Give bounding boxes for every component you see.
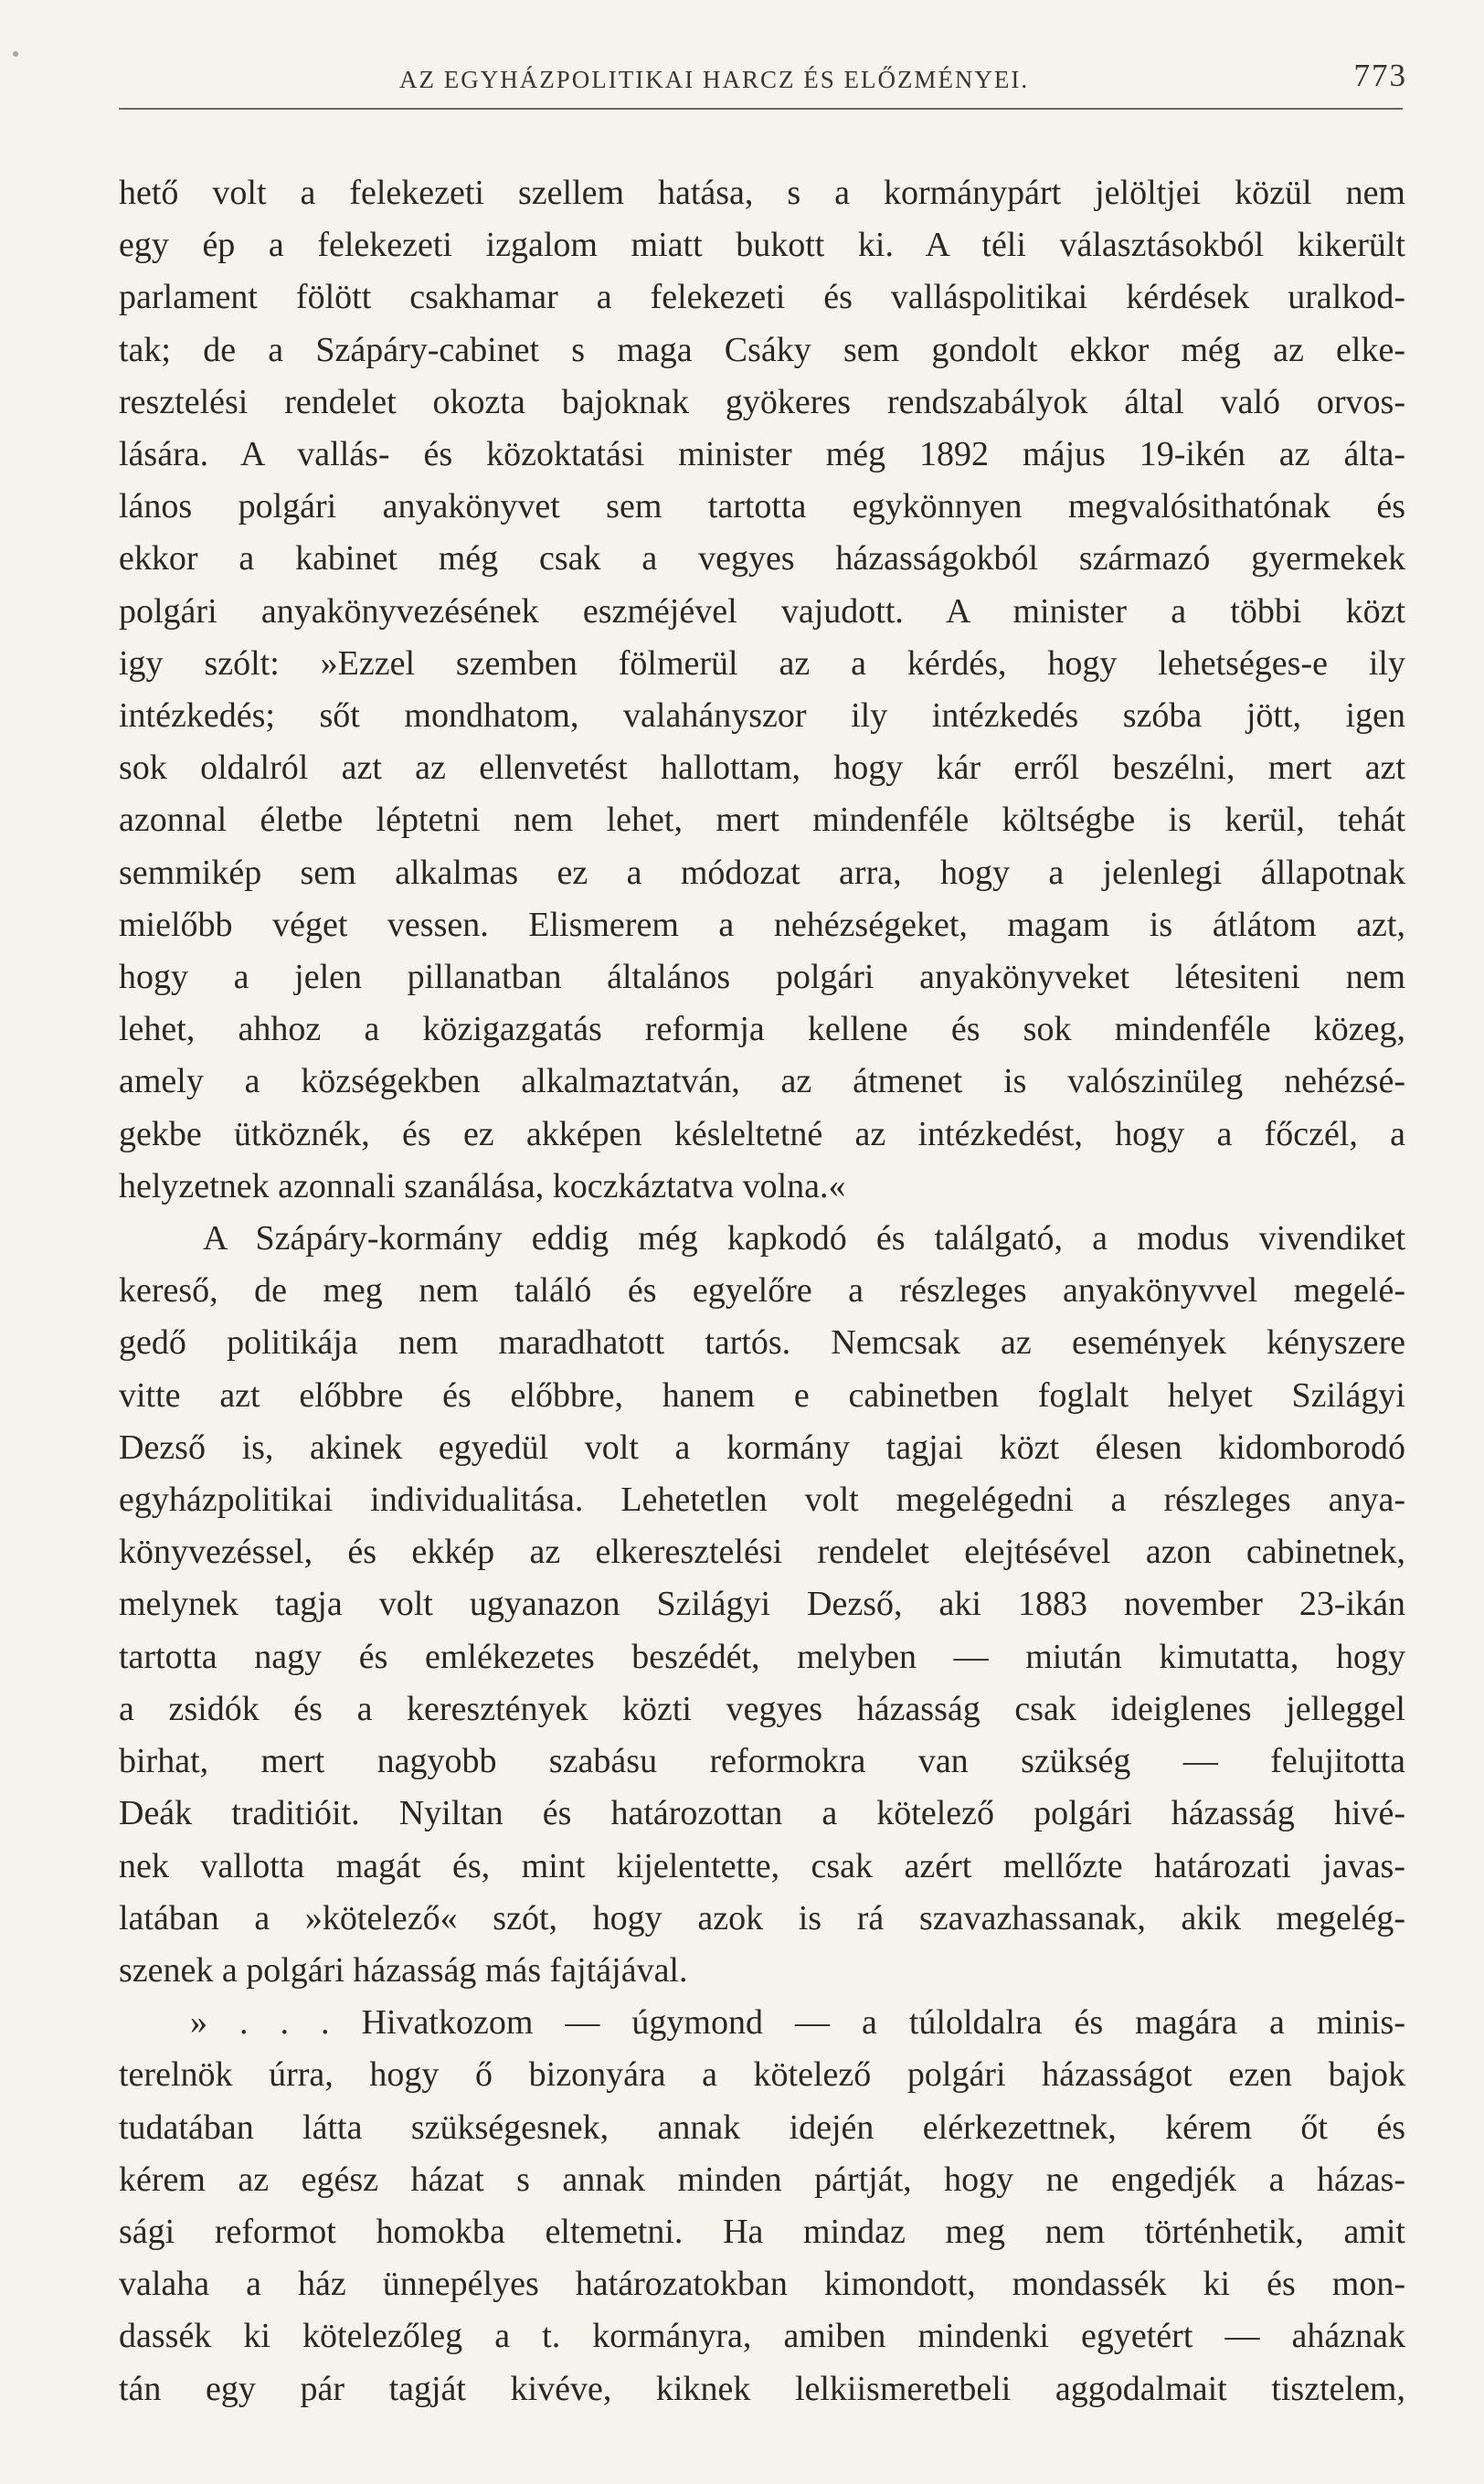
text-line: kereső, de meg nem találó és egyelőre a részleges anyakönyvvel megelé-	[119, 1271, 1405, 1311]
text-line: latában a »kötelező« szót, hogy azok is rá szavazhassanak, akik megelég-	[119, 1898, 1405, 1937]
text-line: a zsidók és a keresztények közti vegyes házasság csak ideiglenes jelleggel	[119, 1689, 1405, 1728]
text-line: sok oldalról azt az ellenvetést hallottam, hogy kár erről beszélni, mert azt	[119, 748, 1405, 788]
text-line: hető volt a felekezeti szellem hatása, s a kormánypárt jelöltjei közül nem	[119, 174, 1405, 212]
text-line: kérem az egész házat s annak minden pártját, hogy ne engedjék a házas-	[119, 2160, 1405, 2199]
text-line: tán egy pár tagját kivéve, kiknek lelkiismeretbeli aggodalmait tisztelem,	[119, 2369, 1405, 2408]
header-rule	[119, 108, 1403, 110]
scan-speck	[13, 51, 18, 57]
text-line: tartotta nagy és emlékezetes beszédét, melyben — miután kimutatta, hogy	[119, 1637, 1405, 1676]
text-line: parlament fölött csakhamar a felekezeti és valláspolitikai kérdések uralkod-	[119, 278, 1405, 317]
text-line: Dezső is, akinek egyedül volt a kormány tagjai közt élesen kidomborodó	[119, 1428, 1405, 1467]
text-line: hogy a jelen pillanatban általános polgári anyakönyveket létesiteni nem	[119, 958, 1405, 997]
page-number: 773	[1353, 58, 1407, 93]
text-line: helyzetnek azonnali szanálása, koczkáztatva volna.«	[119, 1166, 846, 1205]
text-line: terelnök úrra, hogy ő bizonyára a kötelező polgári házasságot ezen bajok	[119, 2055, 1405, 2095]
text-line: intézkedés; sőt mondhatom, valahányszor ily intézkedés szóba jött, igen	[119, 696, 1405, 736]
text-line: dassék ki kötelezőleg a t. kormányra, amiben mindenki egyetért — aháznak	[119, 2317, 1405, 2356]
text-line: könyvezéssel, és ekkép az elkeresztelési rendelet elejtésével azon cabinetnek,	[119, 1533, 1405, 1572]
text-line: tudatában látta szükségesnek, annak idején elérkezettnek, kérem őt és	[119, 2107, 1405, 2147]
text-line: gekbe ütköznék, és ez akképen késleltetné az intézkedést, hogy a főczél, a	[119, 1114, 1405, 1153]
text-line: A Szápáry-kormány eddig még kapkodó és találgató, a modus vivendiket	[203, 1219, 1405, 1258]
text-line: nek vallotta magát és, mint kijelentette, csak azért mellőzte határozati javas-	[119, 1846, 1405, 1885]
text-line: szenek a polgári házasság más fajtájával.	[119, 1950, 688, 1990]
text-line: sági reformot homokba eltemetni. Ha mindaz meg nem történhetik, amit	[119, 2212, 1405, 2251]
running-title: AZ EGYHÁZPOLITIKAI HARCZ ÉS ELŐZMÉNYEI.	[399, 66, 1030, 93]
text-line: polgári anyakönyvezésének eszméjével vajudott. A minister a többi közt	[119, 591, 1405, 631]
text-line: Deák traditióit. Nyiltan és határozottan a kötelező polgári házasság hivé-	[119, 1794, 1405, 1833]
text-line: tak; de a Szápáry-cabinet s maga Csáky sem gondolt ekkor még az elke-	[119, 330, 1405, 369]
text-line: » . . . Hivatkozom — úgymond — a túloldalra és magára a minis-	[190, 2003, 1405, 2043]
text-line: vitte azt előbbre és előbbre, hanem e cabinetben foglalt helyet Szilágyi	[119, 1375, 1405, 1415]
text-line: ekkor a kabinet még csak a vegyes házasságokból származó gyermekek	[119, 539, 1405, 579]
text-line: valaha a ház ünnepélyes határozatokban kimondott, mondassék ki és mon-	[119, 2265, 1405, 2304]
text-line: lános polgári anyakönyvet sem tartotta egykönnyen megvalósithatónak és	[119, 487, 1405, 526]
text-line: birhat, mert nagyobb szabásu reformokra van szükség — felujitotta	[119, 1742, 1405, 1781]
page-header	[121, 53, 1407, 108]
text-line: resztelési rendelet okozta bajoknak gyökeres rendszabályok által való orvos-	[119, 382, 1405, 421]
text-line: azonnal életbe léptetni nem lehet, mert mindenféle költségbe is kerül, tehát	[119, 801, 1405, 840]
text-line: egyházpolitikai individualitása. Lehetetlen volt megelégedni a részleges anya-	[119, 1481, 1405, 1520]
body-text	[119, 167, 1405, 2415]
text-line: egy ép a felekezeti izgalom miatt bukott ki. A téli választásokból kikerült	[119, 226, 1405, 265]
text-line: gedő politikája nem maradhatott tartós. Nemcsak az események kényszere	[119, 1323, 1405, 1363]
text-line: semmikép sem alkalmas ez a módozat arra, hogy a jelenlegi állapotnak	[119, 853, 1405, 892]
text-line: mielőbb véget vessen. Elismerem a nehézségeket, magam is átlátom azt,	[119, 905, 1405, 944]
text-line: igy szólt: »Ezzel szemben fölmerül az a kérdés, hogy lehetséges-e ily	[119, 643, 1405, 683]
text-line: melynek tagja volt ugyanazon Szilágyi Dezső, aki 1883 november 23-ikán	[119, 1585, 1405, 1624]
text-line: lására. A vallás- és közoktatási minister még 1892 május 19-ikén az álta-	[119, 435, 1405, 474]
text-line: lehet, ahhoz a közigazgatás reformja kellene és sok mindenféle közeg,	[119, 1010, 1405, 1049]
text-line: amely a községekben alkalmaztatván, az átmenet is valószinüleg nehézsé-	[119, 1062, 1405, 1101]
